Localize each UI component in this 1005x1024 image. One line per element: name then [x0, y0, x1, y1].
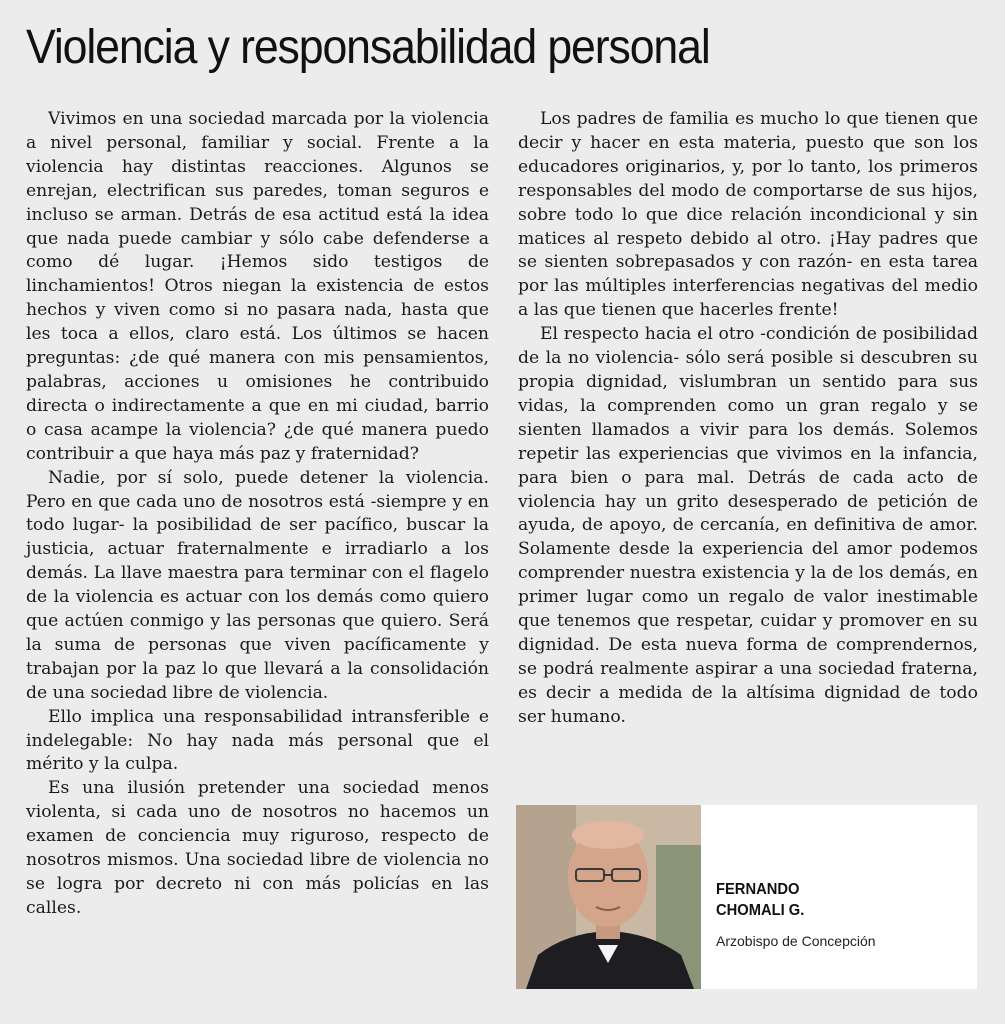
- author-photo: [516, 805, 701, 989]
- paragraph: Ello implica una responsabilidad intransferible e indelegable: No hay nada más personal que el mérito y la culpa.: [26, 706, 489, 775]
- article-right-column: [518, 108, 978, 730]
- author-role: Arzobispo de Concepción: [716, 933, 876, 949]
- headline: Violencia y responsabilidad personal: [26, 21, 710, 74]
- paragraph: Vivimos en una sociedad marcada por la violencia a nivel personal, familiar y social. Frente a la violencia hay distintas reacciones. Algunos se enrejan, electrifican sus paredes, toman seguros e incluso se arman. Detrás de esa actitud está la idea que nada puede cambiar y sólo cabe defenderse a como dé lugar. ¡Hemos sido testigos de linchamientos! Otros niegan la existencia de estos hechos y viven como si no pasara nada, hasta que les toca a ellos, claro está. Los últimos se hacen preguntas: ¿de qué manera con mis pensamientos, palabras, acciones u omisiones he contribuido directa o indirectamente a que en mi ciudad, barrio o casa acampe la violencia? ¿de qué manera puedo contribuir a que haya más paz y fraternidad?: [26, 109, 489, 464]
- author-name: FERNANDO CHOMALI G.: [716, 881, 805, 919]
- author-box: [516, 805, 977, 989]
- article-left-column: [26, 108, 489, 921]
- paragraph: Nadie, por sí solo, puede detener la violencia. Pero en que cada uno de nosotros está -siempre y en todo lugar- la posibilidad de ser pacífico, buscar la justicia, actuar fraternalmente e irradiarlo a los demás. La llave maestra para terminar con el flagelo de la violencia es actuar con los demás como quiero que actúen conmigo y las personas que quiero. Será la suma de personas que viven pacíficamente y trabajan por la paz lo que llevará a la consolidación de una sociedad libre de violencia.: [26, 467, 489, 703]
- paragraph: Los padres de familia es mucho lo que tienen que decir y hacer en esta materia, puesto que son los educadores originarios, y, por lo tanto, los primeros responsables del modo de comportarse de sus hijos, sobre todo lo que dice relación incondicional y sin matices al respeto debido al otro. ¡Hay padres que se sienten sobrepasados y con razón- en esta tarea por las múltiples interferencias negativas del medio a las que tienen que hacerles frente!: [518, 109, 978, 321]
- paragraph: El respecto hacia el otro -condición de posibilidad de la no violencia- sólo será posible si descubren su propia dignidad, vislumbran un sentido para sus vidas, la comprenden como un gran regalo y se sienten llamados a vivir para los demás. Solemos repetir las experiencias que vivimos en la infancia, para bien o para mal. Detrás de cada acto de violencia hay un grito desesperado de petición de ayuda, de apoyo, de cercanía, en definitiva de amor. Solamente desde la experiencia del amor podemos comprender nuestra existencia y la de los demás, en primer lugar como un regalo de valor inestimable que tenemos que respetar, cuidar y promover en su dignidad. De esta nueva forma de comprendernos, se podrá realmente aspirar a una sociedad fraterna, es decir a medida de la altísima dignidad de todo ser humano.: [518, 324, 978, 727]
- paragraph: Es una ilusión pretender una sociedad menos violenta, si cada uno de nosotros no hacemos un examen de conciencia muy riguroso, respecto de nosotros mismos. Una sociedad libre de violencia no se logra por decreto ni con más policías en las calles.: [26, 778, 489, 918]
